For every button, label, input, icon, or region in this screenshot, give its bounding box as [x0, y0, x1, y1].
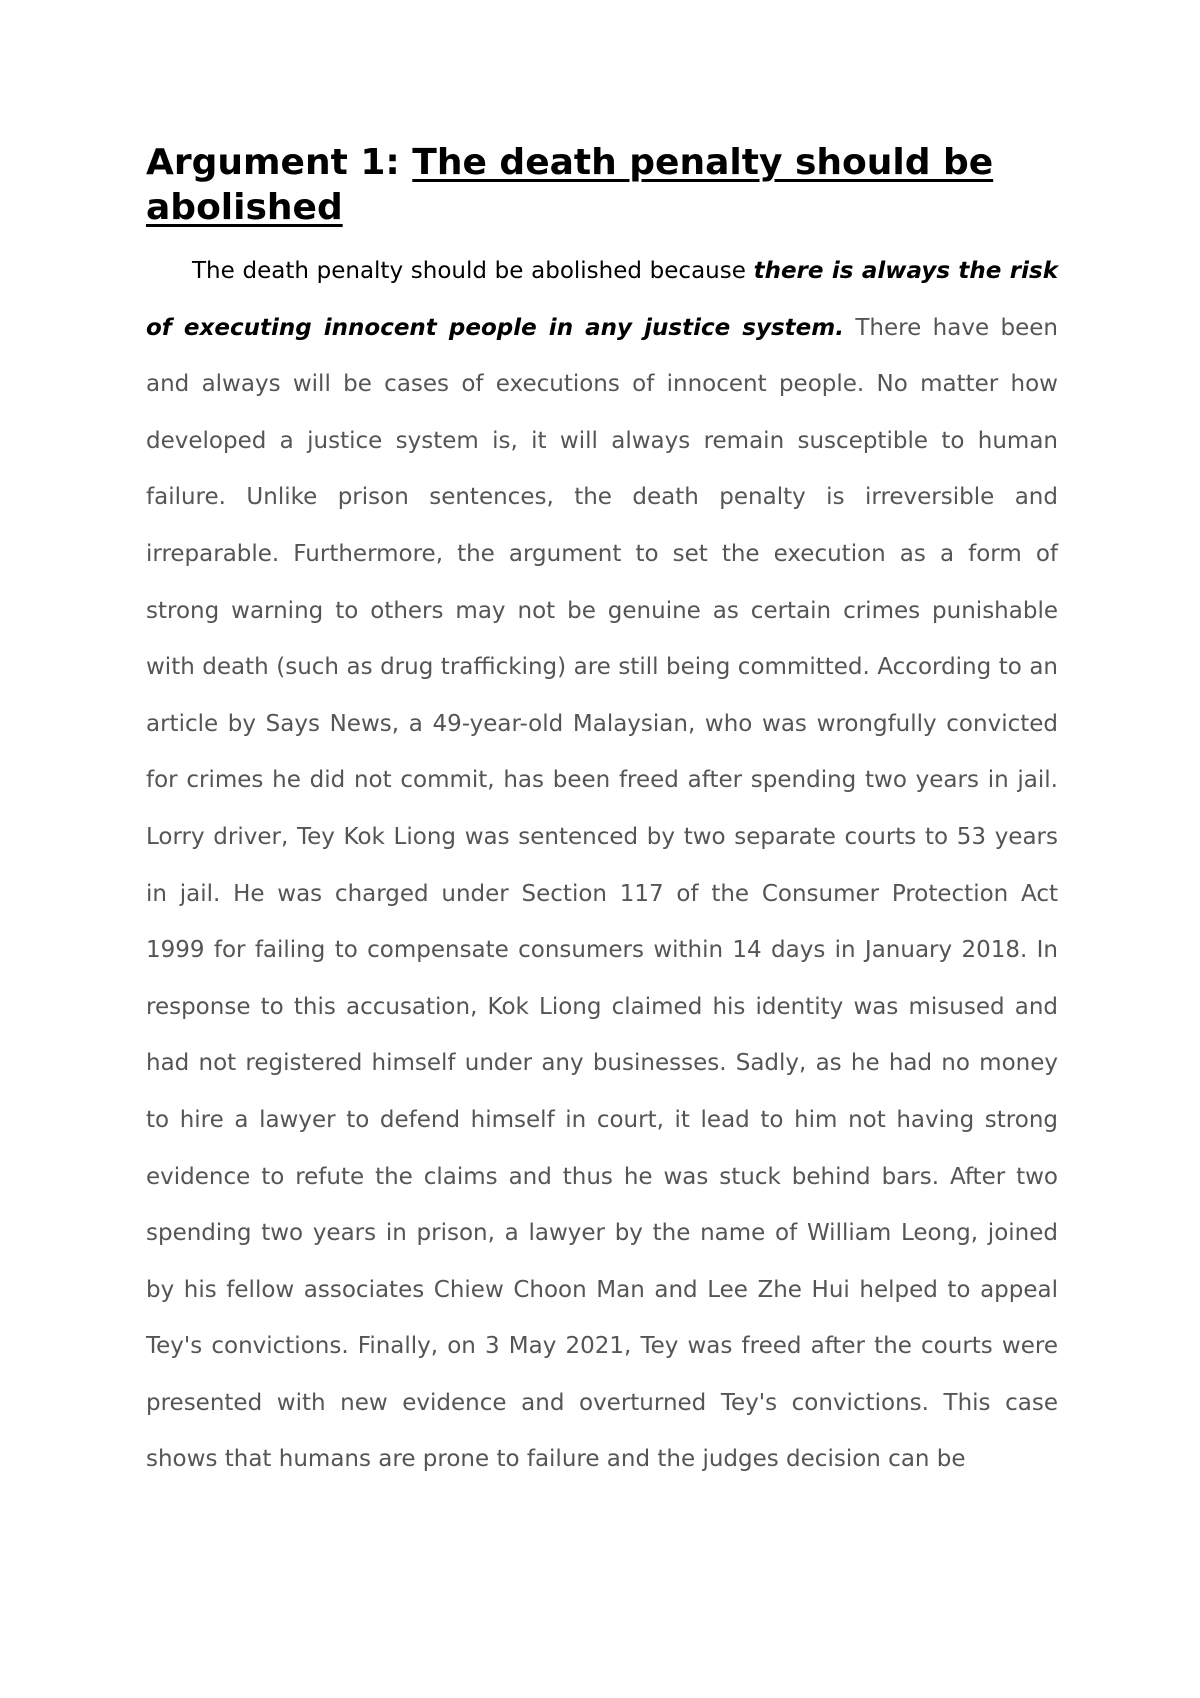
argument-paragraph — [146, 243, 1058, 1488]
paragraph-lead-text: The death penalty should be abolished because — [192, 258, 754, 284]
argument-heading-prefix: Argument 1: — [146, 142, 413, 183]
paragraph-body-text: There have been and always will be cases of executions of innocent people. No matter how developed a justice system is, it will always remain susceptible to human failure. Unlike prison sentences, the death penalty is irreversible and irreparable. Furthermore, the argument to set the execution as a form of strong warning to others may not be genuine as certain crimes punishable with death (such as drug trafficking) are still being committed. According to an article by Says News, a 49-year-old Malaysian, who was wrongfully convicted for crimes he did not commit, has been freed after spending two years in jail. Lorry driver, Tey Kok Liong was sentenced by two separate courts to 53 years in jail. He was charged under Section 117 of the Consumer Protection Act 1999 for failing to compensate consumers within 14 days in January 2018. In response to this accusation, Kok Liong claimed his identity was misused and had not registered himself under any businesses. Sadly, as he had no money to hire a lawyer to defend himself in court, it lead to him not having strong evidence to refute the claims and thus he was stuck behind bars. After two spending two years in prison, a lawyer by the name of William Leong, joined by his fellow associates Chiew Choon Man and Lee Zhe Hui helped to appeal Tey's convictions. Finally, on 3 May 2021, Tey was freed after the courts were presented with new evidence and overturned Tey's convictions. This case shows that humans are prone to failure and the judges decision can be — [146, 314, 1058, 1473]
argument-heading-title: The death penalty should be abolished — [146, 142, 994, 228]
paragraph-emphasis-text: there is always the risk of executing innocent people in any justice system. — [146, 258, 1059, 341]
argument-heading — [146, 140, 1066, 230]
